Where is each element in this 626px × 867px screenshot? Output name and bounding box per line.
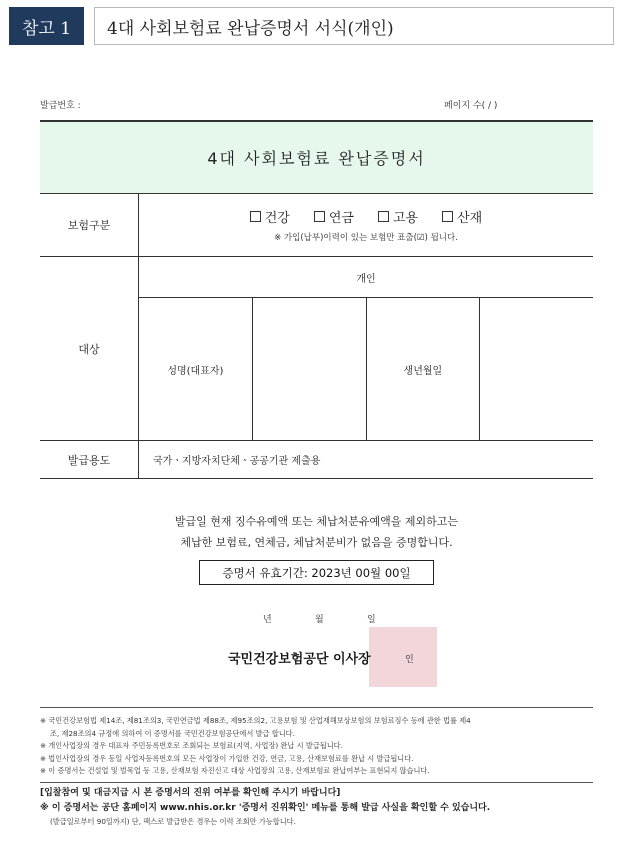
birth-label-cell (367, 298, 481, 440)
certificate-form (40, 120, 593, 479)
usage-label: 발급용도 (40, 441, 139, 478)
insurance-options (250, 207, 483, 226)
legal-notes (40, 707, 593, 828)
date-year: 년 (263, 615, 272, 625)
note-line: 조, 제28조의4 규정에 의하여 이 증명서를 국민건강보험공단에서 발급 합니다. (50, 728, 295, 738)
name-value-cell[interactable] (253, 298, 367, 440)
reference-label: 참고 1 (9, 7, 84, 45)
verify-footnote: (발급일로부터 90일까지) 단, 팩스로 발급받은 경우는 이력 조회만 가능합니다. (50, 816, 296, 826)
certificate-title: 4대 사회보험료 완납증명서 (40, 120, 593, 194)
checkbox-icon (378, 211, 389, 222)
note-line: ※ 법인사업장의 경우 동일 사업자등록번호의 모든 사업장이 가입한 건강, 연금, 고용, 산재보험료를 완납 시 발급됩니다. (40, 753, 414, 763)
date-month: 월 (315, 615, 324, 625)
individual-header: 개인 (139, 257, 593, 298)
note-line: ※ 개인사업장의 경우 대표자 주민등록번호로 조회되는 보험료(지역, 사업장) 완납 시 발급됩니다. (40, 741, 343, 750)
official-seal (369, 627, 437, 687)
name-label-cell (139, 298, 253, 440)
statement-line-1: 발급일 현재 징수유예액 또는 체납처분유예액을 제외하고는 (174, 515, 459, 528)
note-line: ※ 국민건강보험법 제14조, 제81조의3, 국민연금법 제88조, 제95조의2, 고용보험 및 산업재해보상보험의 보험료징수 등에 관한 법률 제4 (40, 716, 471, 725)
name-label: 성명(대표자) (167, 365, 224, 377)
verify-heading: [입찰참여 및 대금지급 시 본 증명서의 진위 여부를 확인해 주시기 바랍니다] (40, 787, 341, 798)
checkbox-icon (442, 211, 453, 222)
reference-title: 4대 사회보험료 완납증명서 서식(개인) (94, 7, 614, 45)
insurance-option-health[interactable]: 건강 (250, 207, 290, 226)
target-columns (139, 298, 593, 440)
statement-line-2: 체납한 보험료, 연체금, 체납처분비가 없음을 증명합니다. (180, 536, 453, 549)
issuer-name: 국민건강보험공단 이사장 (228, 652, 371, 667)
target-label: 대상 (40, 257, 139, 440)
insurance-option-employment[interactable]: 고용 (378, 207, 418, 226)
checkbox-icon (314, 211, 325, 222)
usage-row (40, 441, 593, 479)
checkbox-icon (250, 211, 261, 222)
insurance-option-industrial[interactable]: 산재 (442, 207, 482, 226)
notes-divider (40, 782, 593, 783)
validity-box: 증명서 유효기간: 2023년 00월 00일 (199, 560, 434, 585)
birth-label: 생년월일 (403, 365, 443, 377)
date-day: 일 (367, 615, 376, 625)
page-count-label: 페이지 수( / ) (444, 101, 498, 111)
target-row (40, 257, 593, 441)
insurance-option-pension[interactable]: 연금 (314, 207, 354, 226)
usage-value: 국가ㆍ지방자치단체ㆍ공공기관 제출용 (153, 456, 321, 467)
birth-value-cell[interactable] (480, 298, 593, 440)
seal-mark: 인 (405, 655, 414, 665)
insurance-note: ※ 가입(납부)이력이 있는 보험만 표출(☑) 됩니다. (274, 233, 458, 243)
insurance-type-cell (139, 194, 593, 256)
verify-instruction: ※ 이 증명서는 공단 홈페이지 www.nhis.or.kr '증명서 진위확인' 메뉴를 통해 발급 사실을 확인할 수 있습니다. (40, 802, 491, 813)
issue-number-label: 발급번호 : (40, 101, 81, 111)
note-line: ※ 이 증명서는 건설업 및 벌목업 등 고용, 산재보험 자진신고 대상 사업장의 고용, 산재보험료 완납여부는 표현되지 않습니다. (40, 766, 430, 775)
insurance-type-label: 보험구분 (40, 194, 139, 256)
target-cell (139, 257, 593, 440)
insurance-type-row (40, 194, 593, 257)
